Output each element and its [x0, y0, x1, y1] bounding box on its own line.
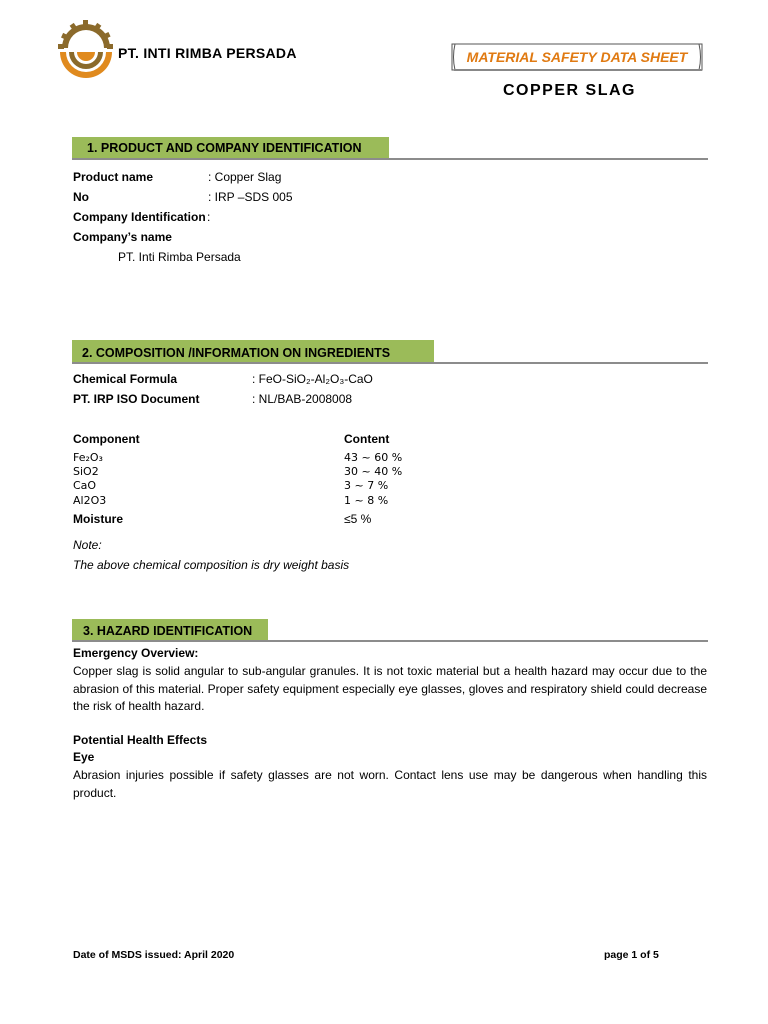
section-1-title: 1. PRODUCT AND COMPANY IDENTIFICATION — [87, 141, 362, 155]
company-logo — [56, 18, 116, 80]
date-issued: Date of MSDS issued: April 2020 — [73, 949, 235, 961]
component-name: Al2O3 — [73, 494, 107, 507]
product-title: COPPER SLAG — [503, 82, 636, 99]
chemical-formula-value: : FeO-SiO₂-Al₂O₃-CaO — [252, 372, 373, 386]
company-name: PT. INTI RIMBA PERSADA — [118, 45, 297, 61]
component-name: SiO2 — [73, 465, 99, 478]
section-3-rule — [72, 640, 708, 642]
product-name-label: Product name — [73, 170, 154, 184]
component-content: 1 ~ 8 % — [344, 494, 389, 507]
page-number: page 1 of 5 — [604, 949, 659, 961]
section-2-title: 2. COMPOSITION /INFORMATION ON INGREDIENTS — [82, 346, 391, 360]
moisture-value: ≤5 % — [344, 512, 372, 526]
eye-label: Eye — [73, 750, 95, 764]
component-name: CaO — [73, 479, 97, 492]
logo-arc-inner — [77, 52, 95, 61]
component-name: Fe₂O₃ — [73, 451, 103, 464]
component-content: 30 ~ 40 % — [344, 465, 403, 478]
iso-document-value: : NL/BAB-2008008 — [252, 392, 353, 406]
emergency-overview-label: Emergency Overview: — [73, 646, 199, 660]
no-value: : IRP –SDS 005 — [208, 190, 293, 204]
chemical-formula-label: Chemical Formula — [73, 372, 178, 386]
content-header: Content — [344, 432, 390, 446]
company-name-value: PT. Inti Rimba Persada — [118, 250, 241, 264]
logo-gear-icon — [58, 20, 113, 49]
component-content: 43 ~ 60 % — [344, 451, 403, 464]
no-label: No — [73, 190, 89, 204]
moisture-label: Moisture — [73, 512, 124, 526]
section-2-rule — [72, 362, 708, 364]
section-3-title: 3. HAZARD IDENTIFICATION — [83, 624, 253, 638]
emergency-overview-text: Copper slag is solid angular to sub-angular granules. It is not toxic material but a health hazard may occur due to the abrasion of this material. Proper safety equipment especially eye glasses, gloves and respiratory shield could decrease the risk of health hazard. — [73, 664, 707, 713]
note-text: The above chemical composition is dry weight basis — [73, 558, 350, 572]
company-identification-label: Company Identification — [73, 210, 206, 224]
note-label: Note: — [73, 538, 102, 552]
iso-document-label: PT. IRP ISO Document — [73, 392, 200, 406]
company-identification-value: : — [207, 210, 211, 224]
potential-health-effects-label: Potential Health Effects — [73, 733, 208, 747]
eye-text: Abrasion injuries possible if safety glasses are not worn. Contact lens use may be dangerous when handling this product. — [73, 768, 707, 800]
product-name-value: : Copper Slag — [208, 170, 282, 184]
section-1-rule — [72, 158, 708, 160]
document-type: MATERIAL SAFETY DATA SHEET — [466, 49, 688, 65]
component-header: Component — [73, 432, 140, 446]
company-name-label: Company’s name — [73, 230, 172, 244]
component-content: 3 ~ 7 % — [344, 479, 389, 492]
